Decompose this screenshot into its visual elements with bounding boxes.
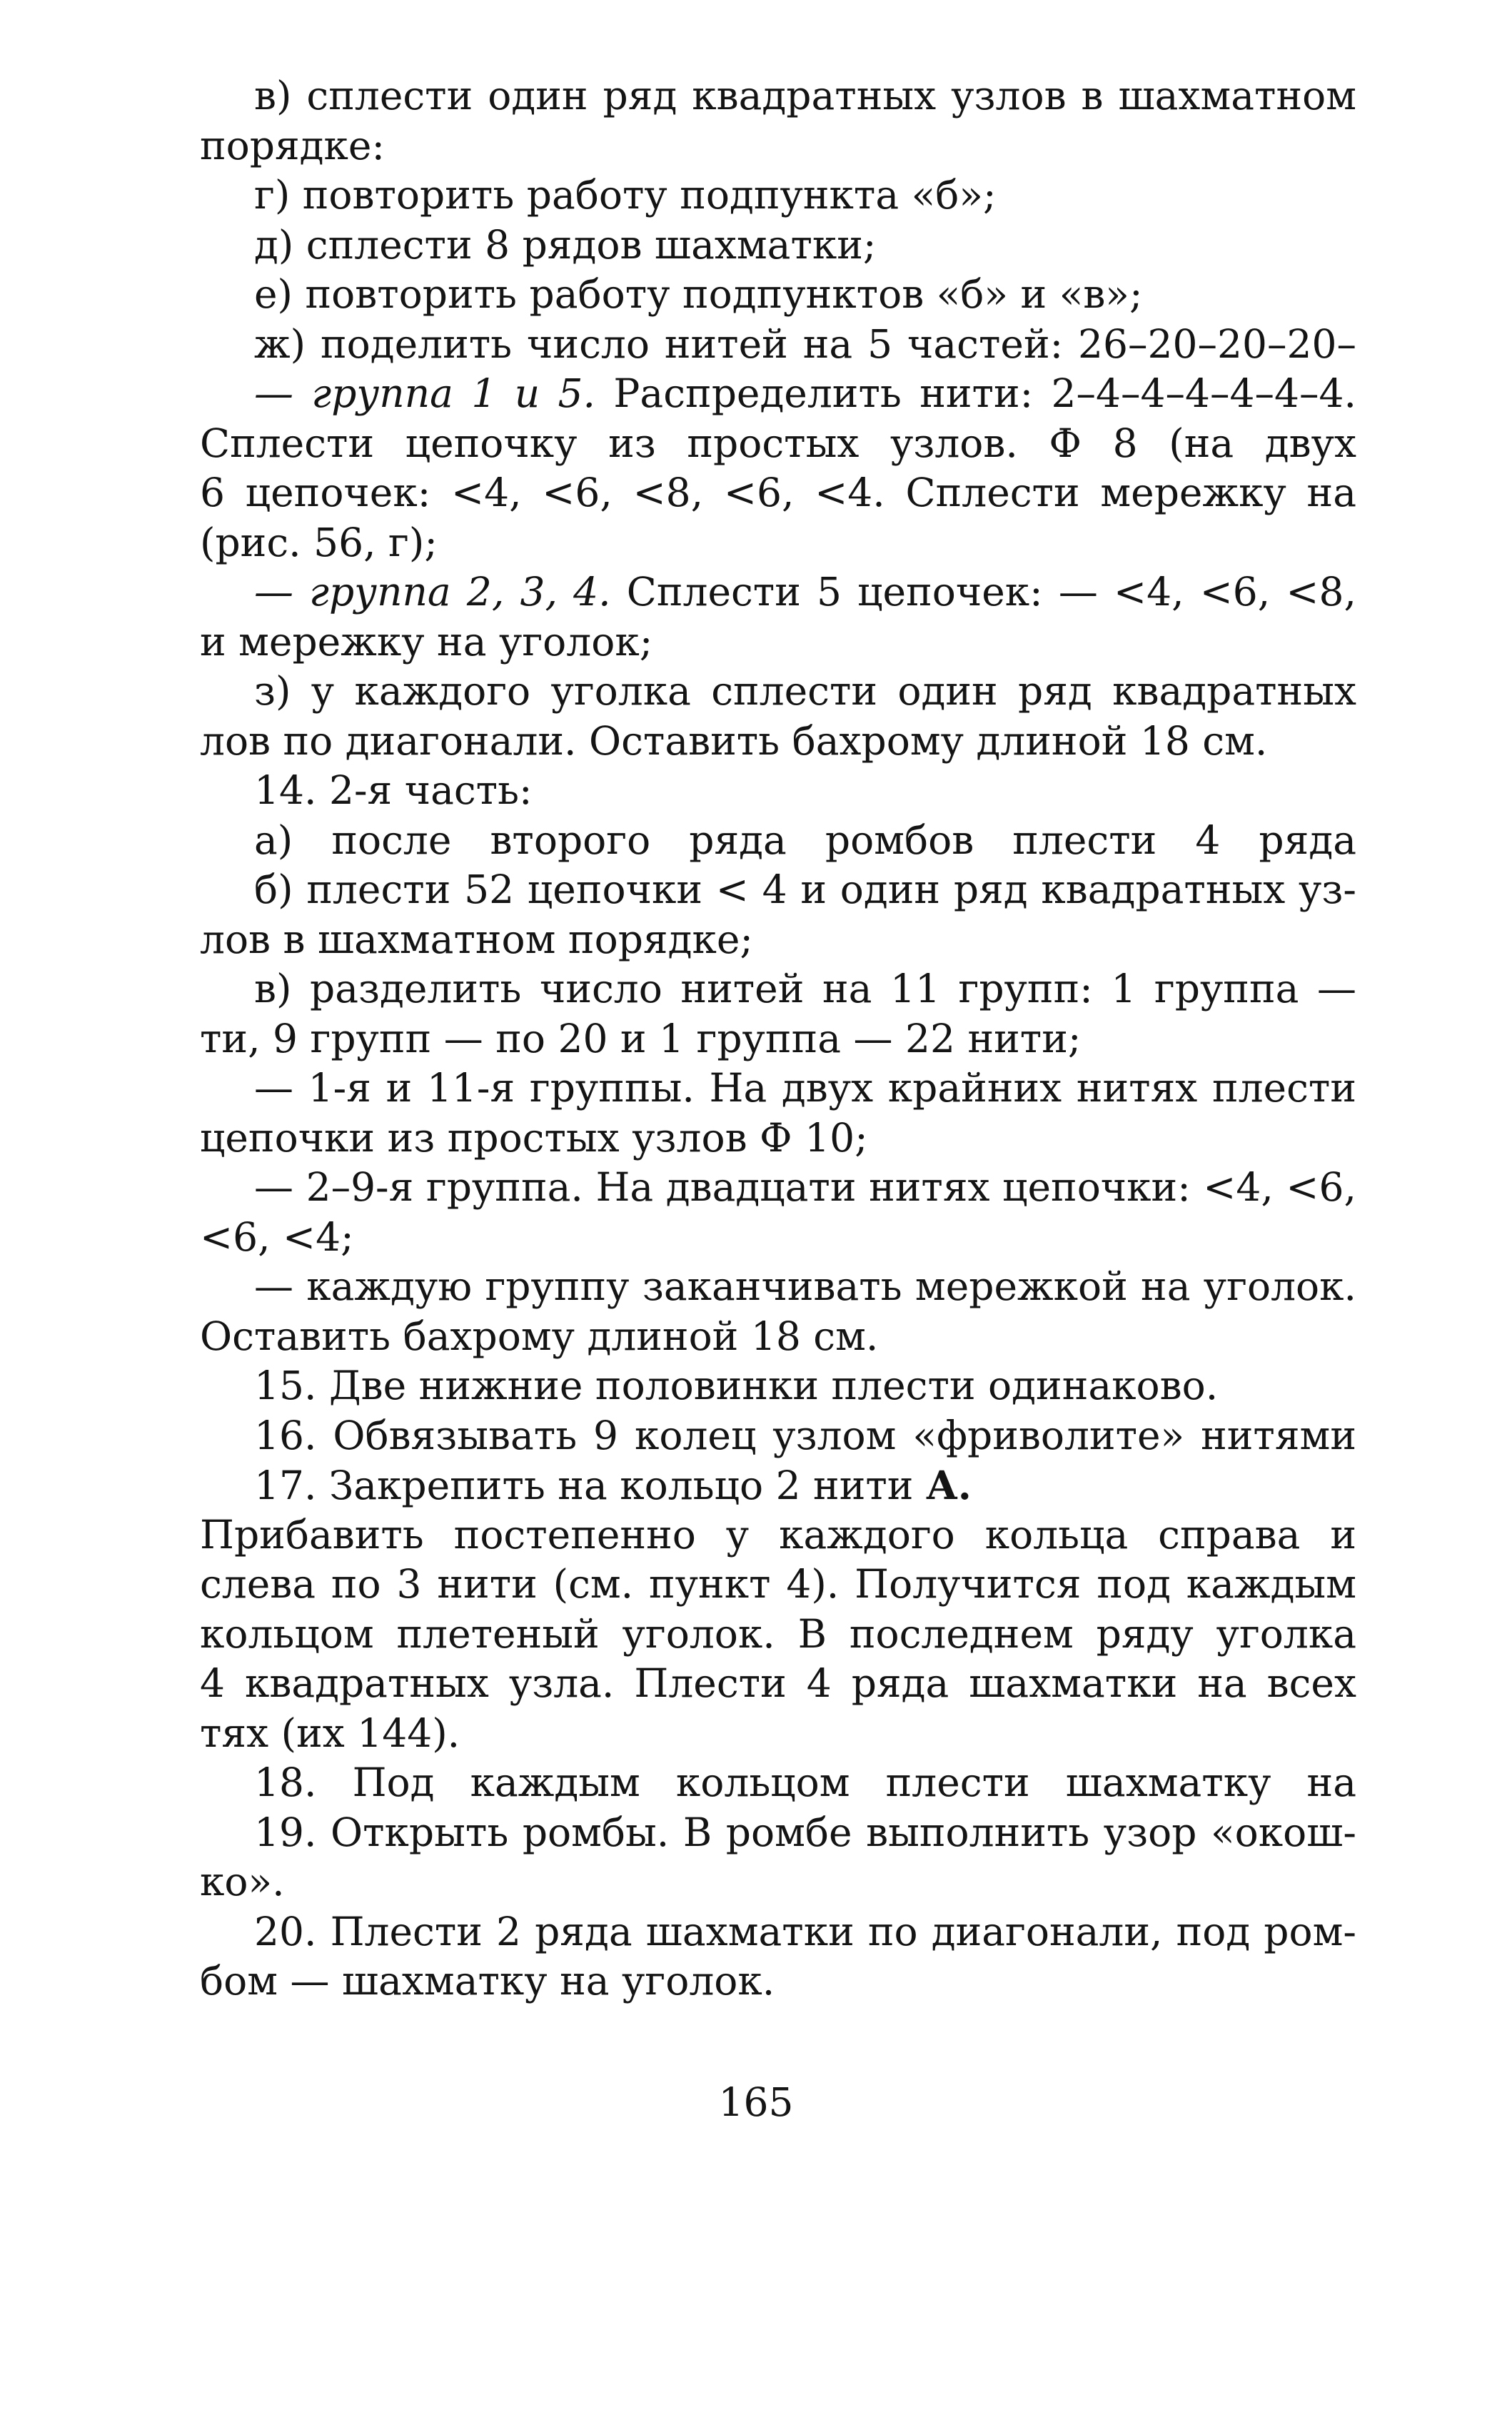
text-line bbox=[200, 1312, 1356, 1362]
text-line bbox=[200, 1460, 1356, 1510]
text-run: (рис. 56, г); bbox=[200, 519, 438, 565]
page-number: 165 bbox=[718, 2079, 794, 2125]
text-line bbox=[200, 865, 1356, 915]
text-run: бом — шахматку на уголок. bbox=[200, 1958, 775, 2004]
text-run: 18. Под каждым кольцом плести шахматку на bbox=[254, 1760, 1356, 1805]
bold-run: А. bbox=[925, 1462, 972, 1508]
text-run: 15. Две нижние половинки плести одинаково. bbox=[254, 1363, 1219, 1408]
text-run: ко». bbox=[200, 1859, 285, 1904]
text-line bbox=[200, 667, 1356, 717]
text-run: з) у каждого уголка сплести один ряд квадратных bbox=[254, 668, 1356, 714]
text-line bbox=[200, 1808, 1356, 1858]
text-line bbox=[200, 221, 1356, 271]
text-run: е) повторить работу подпунктов «б» и «в»; bbox=[254, 271, 1143, 317]
text-run: ж) поделить число нитей на 5 частей: 26–20–20–20– bbox=[254, 321, 1356, 367]
text-run: 4 квадратных узла. Плести 4 ряда шахматки на всех bbox=[200, 1660, 1356, 1706]
text-run: 19. Открыть ромбы. В ромбе выполнить узор «окош- bbox=[254, 1809, 1356, 1855]
text-run: ти, 9 групп — по 20 и 1 группа — 22 нити; bbox=[200, 1015, 1082, 1061]
text-line bbox=[200, 1907, 1356, 1957]
text-line bbox=[200, 1213, 1356, 1263]
italic-run: — группа 2, 3, 4. bbox=[254, 569, 611, 615]
text-run: кольцом плетеный уголок. В последнем ряду уголка bbox=[200, 1610, 1356, 1657]
text-run: — 1-я и 11-я группы. На двух крайних нитях плести bbox=[254, 1065, 1356, 1111]
text-run: 14. 2-я часть: bbox=[254, 767, 533, 813]
text-line bbox=[200, 1114, 1356, 1164]
text-run: — 2–9-я группа. На двадцати нитях цепочки: <4, <6, bbox=[254, 1164, 1356, 1210]
text-run: лов по диагонали. Оставить бахрому длиной 18 см. bbox=[200, 717, 1268, 764]
text-line bbox=[200, 766, 1356, 816]
text-line bbox=[200, 1857, 1356, 1907]
text-line bbox=[200, 717, 1356, 767]
text-run: в) разделить число нитей на 11 групп: 1 группа — bbox=[254, 966, 1356, 1011]
text-run: порядке: bbox=[200, 122, 385, 168]
text-run: 16. Обвязывать 9 колец узлом «фриволите» нитями bbox=[254, 1412, 1356, 1458]
text-run: а) после второго ряда ромбов плести 4 ряда bbox=[254, 817, 1356, 863]
text-line bbox=[200, 1709, 1356, 1759]
text-line bbox=[200, 71, 1356, 121]
text-line bbox=[200, 964, 1356, 1014]
text-run: тях (их 144). bbox=[200, 1710, 460, 1756]
text-run: лов в шахматном порядке; bbox=[200, 916, 753, 962]
text-line bbox=[200, 915, 1356, 965]
text-line bbox=[200, 1957, 1356, 2007]
text-run: 20. Плести 2 ряда шахматки по диагонали, под ром- bbox=[254, 1908, 1356, 1954]
text-line bbox=[200, 1411, 1356, 1461]
text-line bbox=[200, 518, 1356, 568]
text-line bbox=[200, 419, 1356, 469]
text-line bbox=[200, 1064, 1356, 1114]
text-run: в) сплести один ряд квадратных узлов в шахматном bbox=[254, 73, 1356, 118]
text-line bbox=[200, 1758, 1356, 1808]
text-run: Оставить бахрому длиной 18 см. bbox=[200, 1313, 879, 1359]
text-line bbox=[200, 270, 1356, 320]
text-line bbox=[200, 1560, 1356, 1610]
text-line bbox=[200, 1610, 1356, 1660]
body-text bbox=[200, 71, 1356, 2007]
text-line bbox=[200, 1163, 1356, 1213]
text-run: Прибавить постепенно у каждого кольца справа и bbox=[200, 1511, 1356, 1558]
text-run: слева по 3 нити (см. пункт 4). Получится под каждым bbox=[200, 1561, 1356, 1607]
text-line bbox=[200, 816, 1356, 866]
text-line bbox=[200, 567, 1356, 617]
text-run: Распределить нити: 2–4–4–4–4–4–4. bbox=[595, 370, 1356, 416]
text-line bbox=[200, 468, 1356, 518]
text-run: б) плести 52 цепочки < 4 и один ряд квадратных уз- bbox=[254, 867, 1356, 912]
text-line bbox=[200, 1262, 1356, 1312]
text-run: г) повторить работу подпункта «б»; bbox=[254, 172, 997, 218]
text-run: цепочки из простых узлов Ф 10; bbox=[200, 1114, 868, 1161]
text-line bbox=[200, 320, 1356, 370]
text-run: <6, <4; bbox=[200, 1214, 354, 1260]
text-line bbox=[200, 171, 1356, 221]
italic-run: — группа 1 и 5. bbox=[254, 370, 596, 416]
text-run: 17. Закрепить на кольцо 2 нити bbox=[254, 1463, 926, 1508]
text-line bbox=[200, 1014, 1356, 1064]
text-run: и мережку на уголок; bbox=[200, 618, 653, 665]
text-line bbox=[200, 369, 1356, 419]
text-line bbox=[200, 1659, 1356, 1709]
text-run: д) сплести 8 рядов шахматки; bbox=[254, 221, 877, 268]
text-line bbox=[200, 121, 1356, 171]
text-line bbox=[200, 617, 1356, 667]
text-line bbox=[200, 1361, 1356, 1411]
text-run: 6 цепочек: <4, <6, <8, <6, <4. Сплести мережку на bbox=[200, 470, 1356, 515]
text-run: Сплести 5 цепочек: — <4, <6, <8, bbox=[626, 569, 1356, 615]
text-run: Сплести цепочку из простых узлов. Ф 8 (на двух bbox=[200, 420, 1356, 466]
text-line bbox=[200, 1510, 1356, 1560]
text-run: — каждую группу заканчивать мережкой на уголок. bbox=[254, 1263, 1356, 1309]
